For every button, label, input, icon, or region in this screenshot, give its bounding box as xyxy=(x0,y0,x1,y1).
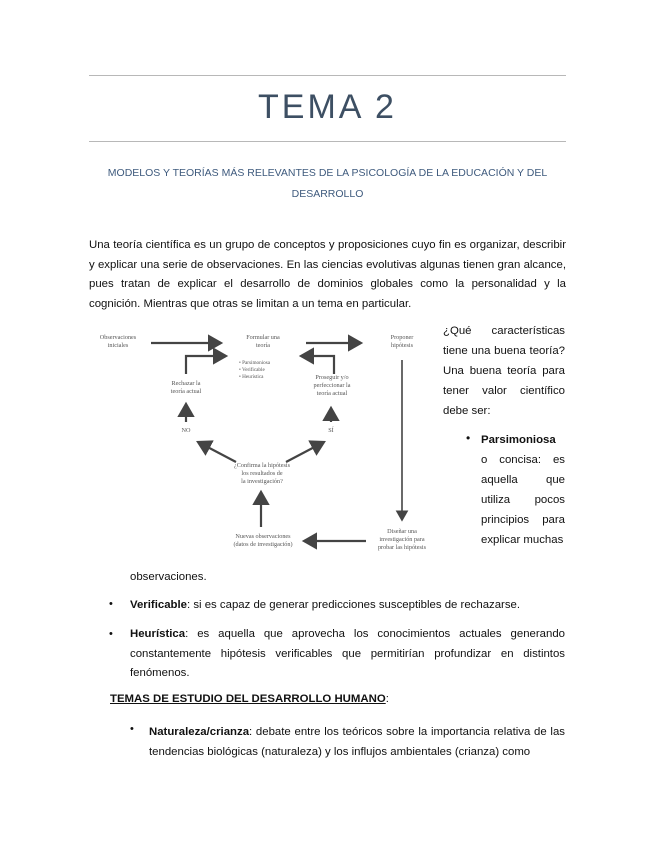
bullet-dot: • xyxy=(466,431,471,445)
label-proseguir-1: Proseguir y/o xyxy=(315,374,349,381)
label-rechazar-2: teoría actual xyxy=(170,388,202,395)
label-confirma-3: la investigación? xyxy=(241,478,283,485)
term-naturaleza: Naturaleza/crianza xyxy=(149,726,250,738)
bullet-dot: • xyxy=(109,628,113,640)
text-verificable: : si es capaz de generar predicciones susceptibles de rechazarse. xyxy=(187,599,521,611)
label-confirma-1: ¿Confirma la hipótesis xyxy=(233,462,291,469)
bullet-dot: • xyxy=(109,598,113,610)
criterion-heuristica xyxy=(130,625,565,684)
top-rule xyxy=(89,75,566,76)
label-disenar-3: probar las hipótesis xyxy=(377,544,427,551)
label-no: NO xyxy=(181,427,191,434)
topic-naturaleza-crianza xyxy=(149,723,565,762)
scientific-method-diagram xyxy=(86,322,436,572)
label-observaciones-2: iniciales xyxy=(107,342,129,349)
criterion-parsimoniosa xyxy=(481,430,565,550)
label-formular-2: teoría xyxy=(255,342,271,349)
bullet-dot: • xyxy=(130,723,134,735)
arrow-confirma-no xyxy=(198,442,236,462)
side-question-text: ¿Qué características tiene una buena teoría? Una buena teoría para tener valor científico debe ser: xyxy=(443,325,565,417)
term-heuristica: Heurística xyxy=(130,628,186,640)
label-proponer-2: hipótesis xyxy=(390,342,414,349)
criteria-item-1: • Parsimoniosa xyxy=(239,360,271,366)
subtitle xyxy=(89,163,566,205)
page-title: TEMA 2 xyxy=(258,88,397,126)
arrow-proseguir-formular xyxy=(301,356,334,374)
label-proponer-1: Proponer xyxy=(390,334,414,341)
label-observaciones-1: Observaciones xyxy=(99,334,137,341)
section-heading-text: TEMAS DE ESTUDIO DEL DESARROLLO HUMANO xyxy=(110,693,386,705)
parsimoniosa-continuation: observaciones. xyxy=(130,571,207,583)
label-rechazar-1: Rechazar la xyxy=(171,380,201,387)
section-heading-colon: : xyxy=(385,693,389,705)
label-proseguir-3: teoría actual xyxy=(316,390,348,397)
text-heuristica: : es aquella que aprovecha los conocimientos actuales generando constantemente hipótesis verificables que permitirían profundizar en distintos fenómenos. xyxy=(130,628,565,679)
intro-paragraph: Una teoría científica es un grupo de conceptos y proposiciones cuyo fin es organizar, describir y explicar una serie de observaciones. En las ciencias evolutivas algunas tienen gran alcance, pues tratan de explicar el desarrollo de dominios globales como la personalidad y la cognición. Mientras que otras se limitan a un tema en particular. xyxy=(89,239,566,310)
label-confirma-2: los resultados de xyxy=(241,470,283,477)
label-si: SÍ xyxy=(328,427,334,434)
text-naturaleza: : debate entre los teóricos sobre la importancia relativa de las tendencias biológicas (naturaleza) y los influjos ambientales (crianza) como xyxy=(149,726,565,758)
label-disenar-1: Diseñar una xyxy=(387,528,417,535)
label-disenar-2: investigación para xyxy=(379,536,425,543)
label-nuevas-1: Nuevas observaciones xyxy=(235,533,291,540)
title-rule xyxy=(89,141,566,142)
label-proseguir-2: perfeccionar la xyxy=(313,382,351,389)
arrow-rechazar-formular xyxy=(186,356,226,374)
criteria-item-3: • Heurística xyxy=(239,374,264,380)
subtitle-line-1: MODELOS Y TEORÍAS MÁS RELEVANTES DE LA PSICOLOGÍA DE LA EDUCACIÓN Y DEL xyxy=(107,167,548,179)
criteria-item-2: • Verificable xyxy=(239,367,265,373)
criterion-verificable xyxy=(130,596,565,616)
label-nuevas-2: (datos de investigación) xyxy=(233,541,293,548)
term-verificable: Verificable xyxy=(130,599,187,611)
subtitle-line-2: DESARROLLO xyxy=(291,188,364,200)
side-question xyxy=(443,321,565,421)
text-parsimoniosa: o concisa: es aquella que utiliza pocos principios para explicar muchas xyxy=(481,454,565,546)
label-formular-1: Formular una xyxy=(246,334,280,341)
term-parsimoniosa: Parsimoniosa xyxy=(481,434,556,446)
arrow-confirma-si xyxy=(286,442,324,462)
section-heading xyxy=(110,693,389,705)
